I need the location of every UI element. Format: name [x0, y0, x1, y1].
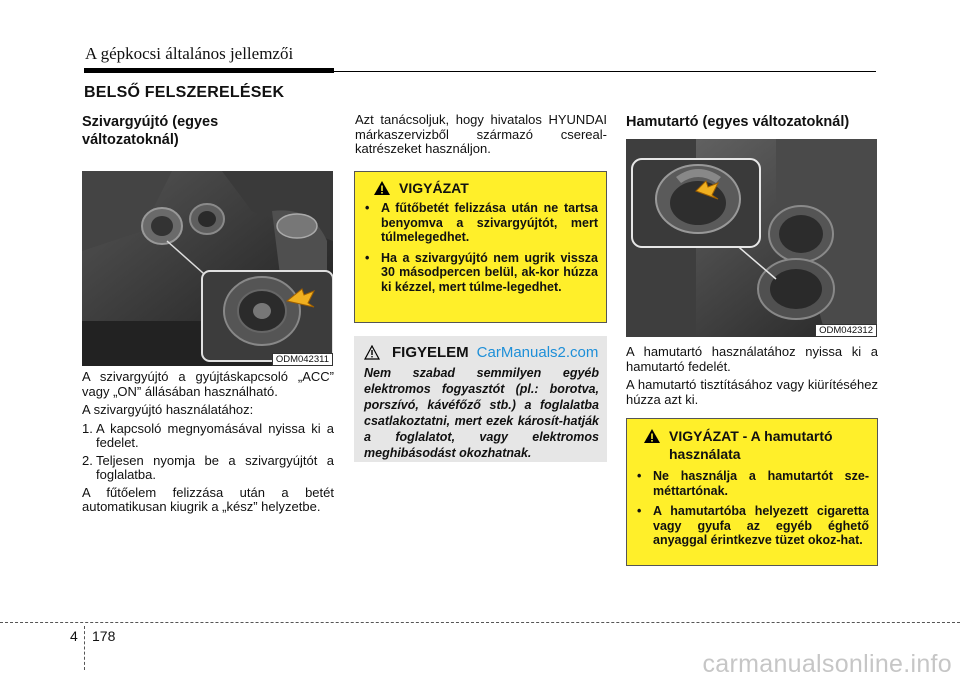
header-bar: [84, 68, 334, 73]
ashtray-paragraph-2: A hamutartó tisztításához vagy kiürítéséhez húzza azt ki.: [626, 377, 878, 407]
list-text: A kapcsoló megnyomásával nyissa ki a fedelet.: [96, 420, 334, 450]
cigar-lighter-illustration: [82, 171, 333, 366]
warning-title: VIGYÁZAT: [399, 180, 469, 196]
footer-divider: [84, 626, 85, 670]
section-title: BELSŐ FELSZERELÉSEK: [84, 84, 285, 101]
photo-code: ODM042311: [272, 353, 333, 366]
warning-item-text: Ha a szivargyújtó nem ugrik vissza 30 másodpercen belül, ak-kor húzza ki kézzel, mert túlme-legedhet.: [381, 250, 598, 294]
cigar-paragraph-2: A szivargyújtó használatához:: [82, 402, 254, 417]
warning-box-lighter: [354, 171, 607, 323]
notice-text: Nem szabad semmilyen egyéb elektromos fogyasztót (pl.: borotva, porszívó, kávéfőző stb.) a foglalatba csatlakoztatni, mert ezek károsít-hatják a foglalatot, vagy elektromos meghibásodást okozhatnak.: [364, 366, 599, 460]
carmanuals-watermark: CarManuals2.com: [476, 344, 599, 361]
list-number: 1.: [82, 420, 93, 436]
site-watermark: carmanualsonline.info: [702, 650, 952, 678]
cigar-lighter-photo: [82, 171, 333, 366]
footer-rule: [0, 622, 960, 623]
running-title: A gépkocsi általános jellemzői: [85, 44, 294, 63]
bullet: •: [637, 504, 642, 518]
page-number: 178: [92, 628, 116, 644]
warning-item: [637, 504, 869, 548]
cigar-lighter-column: [82, 113, 334, 519]
list-number: 2.: [82, 452, 93, 468]
list-item: [82, 422, 334, 451]
intro-paragraph: Azt tanácsoljuk, hogy hivatalos HYUNDAI márkaszervizből származó csereal-katrészeket használjon.: [355, 112, 607, 156]
ashtray-photo: [626, 139, 877, 337]
warning-item: [637, 469, 869, 498]
photo-code: ODM042312: [815, 324, 877, 337]
warning-icon: [643, 428, 661, 444]
warning-item-text: A fűtőbetét felizzása után ne tartsa benyomva a szivargyújtót, mert túlmelegedhet.: [381, 201, 598, 244]
middle-column: [355, 113, 607, 161]
ashtray-column: [626, 113, 878, 411]
warning-item-text: Ne használja a hamutartót sze-méttartónak.: [653, 469, 869, 498]
list-item: [82, 454, 334, 483]
warning-item: [365, 201, 598, 245]
notice-icon: [364, 345, 380, 360]
notice-box: [354, 336, 607, 462]
warning-item-text: A hamutartóba helyezett cigaretta vagy gyufa az egyéb éghető anyaggal érintkezve tüzet okoz-hat.: [653, 504, 869, 547]
ashtray-illustration: [626, 139, 877, 337]
bullet: •: [365, 250, 370, 265]
cigar-lighter-title: Szivargyújtó (egyes változatoknál): [82, 114, 219, 148]
ashtray-title: Hamutartó (egyes változatoknál): [626, 114, 850, 130]
bullet: •: [637, 469, 642, 483]
cigar-paragraph-1: A szivargyújtó a gyújtáskapcsoló „ACC” vagy „ON” állásában használható.: [82, 369, 334, 399]
warning-item: [365, 251, 598, 295]
header-rule: [334, 71, 876, 72]
cigar-paragraph-3: A fűtőelem felizzása után a betét automatikusan kiugrik a „kész” helyzetbe.: [82, 484, 334, 514]
notice-title: FIGYELEM: [392, 344, 469, 361]
warning-box-ashtray: [626, 418, 878, 566]
list-text: Teljesen nyomja be a szivargyújtót a foglalatba.: [96, 452, 334, 482]
bullet: •: [365, 201, 370, 215]
ashtray-paragraph-1: A hamutartó használatához nyissa ki a hamutartó fedelét.: [626, 344, 878, 374]
chapter-number: 4: [70, 628, 78, 644]
warning-title: VIGYÁZAT - A hamutartó használata: [669, 428, 833, 462]
warning-icon: [373, 180, 391, 196]
